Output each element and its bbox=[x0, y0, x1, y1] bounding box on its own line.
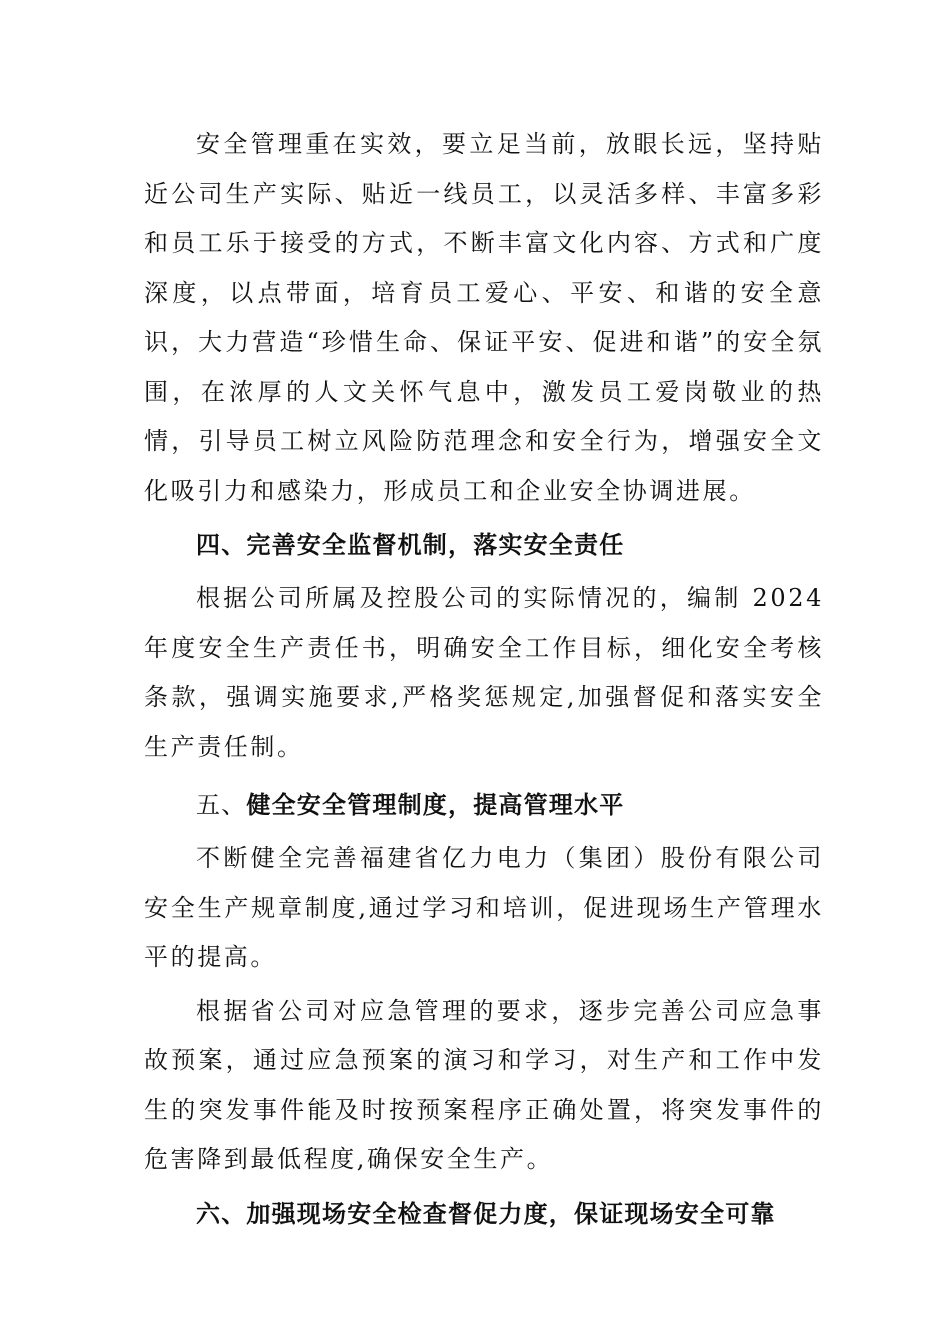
document-page bbox=[144, 120, 824, 1239]
paragraph-section-5-regulations: 不断健全完善福建省亿力电力（集团）股份有限公司安全生产规章制度,通过学习和培训，促进现场生产管理水平的提高。 bbox=[144, 844, 824, 971]
paragraph-section-4: 根据公司所属及控股公司的实际情况的，编制 2024 年度安全生产责任书，明确安全工作目标，细化安全考核条款，强调实施要求,严格奖惩规定,加强督促和落实安全生产责任制。 bbox=[144, 584, 824, 761]
section-title: 健全安全管理制度，提高管理水平 bbox=[246, 790, 625, 819]
paragraph-safety-culture: 安全管理重在实效，要立足当前，放眼长远，坚持贴近公司生产实际、贴近一线员工，以灵活多样、丰富多彩和员工乐于接受的方式，不断丰富文化内容、方式和广度深度，以点带面，培育员工爱心、平安、和谐的安全意识，大力营造“珍惜生命、保证平安、促进和谐”的安全氛围，在浓厚的人文关怀气息中，激发员工爱岗敬业的热情，引导员工树立风险防范理念和安全行为，增强安全文化吸引力和感染力，形成员工和企业安全协调进展。 bbox=[144, 130, 824, 505]
section-title: 完善安全监督机制，落实安全责任 bbox=[246, 530, 625, 559]
section-number: 四、 bbox=[196, 530, 247, 559]
section-heading-4 bbox=[144, 520, 824, 570]
section-number: 六、 bbox=[196, 1198, 247, 1228]
section-heading-5 bbox=[144, 780, 824, 830]
section-title: 加强现场安全检查督促力度，保证现场安全可靠 bbox=[246, 1198, 776, 1228]
section-number: 五、 bbox=[196, 791, 247, 819]
section-heading-6 bbox=[144, 1189, 824, 1239]
paragraph-section-5-emergency: 根据省公司对应急管理的要求，逐步完善公司应急事故预案，通过应急预案的演习和学习，对生产和工作中发生的突发事件能及时按预案程序正确处置，将突发事件的危害降到最低程度,确保安全生产。 bbox=[144, 996, 824, 1173]
